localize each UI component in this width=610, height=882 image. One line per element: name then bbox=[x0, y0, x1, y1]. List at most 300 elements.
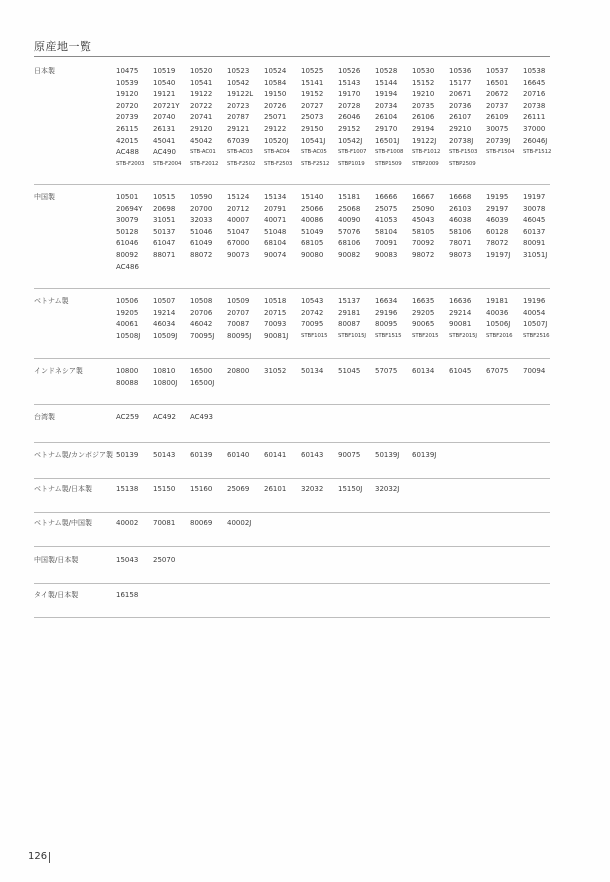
product-code: 19196 bbox=[523, 297, 546, 305]
product-code: 10538 bbox=[523, 67, 546, 75]
product-code: 20728 bbox=[338, 101, 361, 110]
product-code: 20672 bbox=[486, 90, 509, 99]
product-code: 46039 bbox=[486, 216, 509, 225]
product-code-grid bbox=[116, 192, 560, 273]
product-code: 25071 bbox=[264, 113, 287, 122]
product-code: STBF2015J bbox=[449, 332, 477, 339]
product-code bbox=[375, 378, 412, 390]
product-code: 41053 bbox=[375, 216, 398, 225]
origin-label: 日本製 bbox=[34, 67, 55, 75]
product-code: 60137 bbox=[523, 227, 546, 236]
product-code bbox=[301, 555, 338, 567]
product-code: STBF1015 bbox=[301, 332, 328, 339]
product-code: 60139 bbox=[190, 451, 213, 459]
product-code: 10526 bbox=[338, 67, 361, 75]
product-code: 20721Y bbox=[153, 101, 180, 110]
product-code-grid bbox=[116, 66, 560, 170]
product-code bbox=[412, 590, 449, 602]
product-code: 25069 bbox=[227, 485, 250, 493]
product-code: 80095J bbox=[227, 331, 252, 340]
product-code: 78071 bbox=[449, 239, 472, 248]
product-code: 42015 bbox=[116, 136, 139, 145]
product-code bbox=[190, 555, 227, 567]
product-code: 16668 bbox=[449, 193, 472, 201]
product-code bbox=[153, 262, 190, 274]
product-code: 20716 bbox=[523, 90, 546, 99]
product-code: STBF2016 bbox=[486, 332, 513, 339]
product-code: 20739 bbox=[116, 113, 139, 122]
product-code: 20737 bbox=[486, 101, 509, 110]
product-code: 40054 bbox=[523, 308, 546, 317]
product-code: 10506J bbox=[486, 320, 511, 329]
product-code: 60143 bbox=[301, 451, 324, 459]
product-code: 26115 bbox=[116, 124, 139, 133]
product-code: 25068 bbox=[338, 204, 361, 213]
product-code bbox=[449, 378, 486, 390]
product-code: 15140 bbox=[301, 193, 324, 201]
product-code: 10540 bbox=[153, 78, 176, 87]
product-code bbox=[486, 378, 523, 390]
origin-section bbox=[34, 412, 550, 443]
product-code-grid bbox=[116, 555, 560, 567]
product-code bbox=[153, 590, 190, 602]
product-code: 20787 bbox=[227, 113, 250, 122]
product-code: 37000 bbox=[523, 124, 546, 133]
product-code bbox=[375, 590, 412, 602]
product-code: 60141 bbox=[264, 451, 287, 459]
product-code: 20712 bbox=[227, 204, 250, 213]
product-code: 88072 bbox=[190, 250, 213, 259]
product-code bbox=[449, 412, 486, 424]
product-code bbox=[412, 262, 449, 274]
product-code: 70081 bbox=[153, 519, 176, 527]
product-code: 19121 bbox=[153, 90, 176, 99]
product-code bbox=[227, 590, 264, 602]
product-code: 29197 bbox=[486, 204, 509, 213]
product-code bbox=[449, 450, 486, 462]
product-code: 32032 bbox=[301, 485, 324, 493]
product-code: 51047 bbox=[227, 227, 250, 236]
product-code bbox=[338, 262, 375, 274]
product-code: 29181 bbox=[338, 308, 361, 317]
product-code: 46038 bbox=[449, 216, 472, 225]
product-code: 90082 bbox=[338, 250, 361, 259]
product-code-grid bbox=[116, 590, 560, 602]
product-code: STB-AC04 bbox=[264, 149, 290, 156]
product-code: 29120 bbox=[190, 124, 213, 133]
product-code: 50139J bbox=[375, 451, 400, 459]
product-code bbox=[227, 378, 264, 390]
product-code: 19122J bbox=[412, 136, 437, 145]
page-number: 126 bbox=[28, 851, 48, 862]
product-code: 19181 bbox=[486, 297, 509, 305]
product-code: 50139 bbox=[116, 451, 139, 459]
origin-section bbox=[34, 66, 550, 185]
product-code: 29150 bbox=[301, 124, 324, 133]
product-code: 98072 bbox=[412, 250, 435, 259]
product-code: 15138 bbox=[116, 485, 139, 493]
product-code: 32033 bbox=[190, 216, 213, 225]
product-code: 60128 bbox=[486, 227, 509, 236]
product-code bbox=[486, 555, 523, 567]
product-code: 40002 bbox=[116, 519, 139, 527]
product-code: 50134 bbox=[301, 367, 324, 375]
product-code: 29196 bbox=[375, 308, 398, 317]
product-code: 10541 bbox=[190, 78, 213, 87]
product-code: 57075 bbox=[375, 367, 398, 375]
product-code: 80088 bbox=[116, 378, 139, 387]
product-code: AC486 bbox=[116, 262, 139, 271]
product-code bbox=[227, 555, 264, 567]
product-code: STBP1509 bbox=[375, 160, 402, 167]
product-code bbox=[523, 450, 560, 462]
product-code: STBP2509 bbox=[449, 160, 476, 167]
product-code: 20726 bbox=[264, 101, 287, 110]
product-code: 20742 bbox=[301, 308, 324, 317]
product-code: 40071 bbox=[264, 216, 287, 225]
product-code: 90074 bbox=[264, 250, 287, 259]
product-code: 29194 bbox=[412, 124, 435, 133]
product-code: 98073 bbox=[449, 250, 472, 259]
product-code: 10810 bbox=[153, 367, 176, 375]
product-code: 10800 bbox=[116, 367, 139, 375]
product-code: STB-F1008 bbox=[375, 149, 404, 156]
product-code: 25070 bbox=[153, 556, 176, 564]
product-code: 51049 bbox=[301, 227, 324, 236]
product-code: 19122 bbox=[190, 90, 213, 99]
product-code: 20720 bbox=[116, 101, 139, 110]
product-code: 80087 bbox=[338, 320, 361, 329]
product-code bbox=[375, 262, 412, 274]
product-code: 30078 bbox=[523, 204, 546, 213]
product-code: 20727 bbox=[301, 101, 324, 110]
product-code: 20736 bbox=[449, 101, 472, 110]
product-code: 16636 bbox=[449, 297, 472, 305]
product-code bbox=[301, 518, 338, 530]
product-code: 10509 bbox=[227, 297, 250, 305]
product-code: 45042 bbox=[190, 136, 213, 145]
page-title: 原産地一覧 bbox=[34, 40, 92, 53]
product-code: 60140 bbox=[227, 451, 250, 459]
origin-section bbox=[34, 450, 550, 479]
product-code: 70094 bbox=[523, 367, 546, 375]
product-code bbox=[264, 590, 301, 602]
product-code bbox=[412, 555, 449, 567]
product-code: 15150 bbox=[153, 485, 176, 493]
product-code: 46045 bbox=[523, 216, 546, 225]
product-code bbox=[523, 262, 560, 274]
product-code: 68106 bbox=[338, 239, 361, 248]
product-code: 40002J bbox=[227, 519, 252, 527]
product-code: 15141 bbox=[301, 78, 324, 87]
product-code: 40090 bbox=[338, 216, 361, 225]
product-code: 80069 bbox=[190, 519, 213, 527]
product-code: 10528 bbox=[375, 67, 398, 75]
product-code: 19195 bbox=[486, 193, 509, 201]
product-code: 10506 bbox=[116, 297, 139, 305]
product-code: 10800J bbox=[153, 378, 178, 387]
origin-section bbox=[34, 484, 550, 513]
product-code: 10520J bbox=[264, 136, 289, 145]
product-code: 90075 bbox=[338, 451, 361, 459]
product-code: STBP1019 bbox=[338, 160, 365, 167]
product-code: STBF1015J bbox=[338, 332, 366, 339]
product-code: 70087 bbox=[227, 320, 250, 329]
product-code-grid bbox=[116, 366, 560, 389]
product-code bbox=[338, 590, 375, 602]
product-code bbox=[523, 590, 560, 602]
product-code: 10542 bbox=[227, 78, 250, 87]
product-code: 19152 bbox=[301, 90, 324, 99]
product-code-grid bbox=[116, 412, 560, 424]
product-code: 31052 bbox=[264, 367, 287, 375]
product-code bbox=[338, 412, 375, 424]
product-code bbox=[486, 159, 523, 171]
product-code: 50128 bbox=[116, 227, 139, 236]
product-code: 67000 bbox=[227, 239, 250, 248]
product-code: 70092 bbox=[412, 239, 435, 248]
product-code: STB-F1012 bbox=[412, 149, 441, 156]
product-code: 90073 bbox=[227, 250, 250, 259]
product-code: 15181 bbox=[338, 193, 361, 201]
product-code: 20738 bbox=[523, 101, 546, 110]
product-code: STB-F1504 bbox=[486, 149, 515, 156]
product-code: 15160 bbox=[190, 485, 213, 493]
product-code bbox=[523, 159, 560, 171]
title-divider bbox=[34, 56, 550, 57]
product-code: 10537 bbox=[486, 67, 509, 75]
product-code: 67039 bbox=[227, 136, 250, 145]
origin-label: ベトナム製/中国製 bbox=[34, 519, 93, 527]
product-code: 50143 bbox=[153, 451, 176, 459]
product-code bbox=[412, 484, 449, 496]
product-code bbox=[301, 590, 338, 602]
product-code bbox=[412, 412, 449, 424]
product-code: 10530 bbox=[412, 67, 435, 75]
product-code: AC490 bbox=[153, 148, 176, 157]
product-code: 10541J bbox=[301, 136, 326, 145]
product-code bbox=[449, 555, 486, 567]
product-code: 40061 bbox=[116, 320, 139, 329]
product-code: 31051 bbox=[153, 216, 176, 225]
product-code: 25066 bbox=[301, 204, 324, 213]
product-code: 78072 bbox=[486, 239, 509, 248]
product-code: 26101 bbox=[264, 485, 287, 493]
origin-section bbox=[34, 296, 550, 359]
product-code: 26106 bbox=[412, 113, 435, 122]
product-code: 10509J bbox=[153, 331, 178, 340]
product-code: 70095 bbox=[301, 320, 324, 329]
product-code: 16645 bbox=[523, 78, 546, 87]
product-code: 20735 bbox=[412, 101, 435, 110]
product-code: 19122L bbox=[227, 90, 254, 99]
product-code: 61049 bbox=[190, 239, 213, 248]
product-code: STB-AC03 bbox=[227, 149, 253, 156]
product-code: 26109 bbox=[486, 113, 509, 122]
product-code: 30079 bbox=[116, 216, 139, 225]
product-code: AC492 bbox=[153, 413, 176, 421]
product-code: 15043 bbox=[116, 556, 139, 564]
product-code bbox=[449, 518, 486, 530]
product-code: 68104 bbox=[264, 239, 287, 248]
product-code bbox=[301, 412, 338, 424]
product-code-grid bbox=[116, 484, 560, 496]
product-code: AC493 bbox=[190, 413, 213, 421]
product-code: 61045 bbox=[449, 367, 472, 375]
product-code: 70091 bbox=[375, 239, 398, 248]
product-code: 29210 bbox=[449, 124, 472, 133]
product-code bbox=[264, 412, 301, 424]
product-code: AC488 bbox=[116, 148, 139, 157]
product-code: 29205 bbox=[412, 308, 435, 317]
product-code: 10539 bbox=[116, 78, 139, 87]
product-code: 29170 bbox=[375, 124, 398, 133]
product-code: 26107 bbox=[449, 113, 472, 122]
product-code bbox=[486, 412, 523, 424]
product-code: 19194 bbox=[375, 90, 398, 99]
page-number-divider bbox=[49, 852, 50, 863]
product-code: 15124 bbox=[227, 193, 250, 201]
product-code bbox=[264, 378, 301, 390]
product-code: 20800 bbox=[227, 367, 250, 375]
product-code-grid bbox=[116, 450, 560, 462]
product-code: 30075 bbox=[486, 124, 509, 133]
product-code: 19197J bbox=[486, 250, 511, 259]
product-code bbox=[412, 378, 449, 390]
product-code: 10520 bbox=[190, 67, 213, 75]
product-code: 19214 bbox=[153, 308, 176, 317]
origin-label: タイ製/日本製 bbox=[34, 591, 79, 599]
origin-label: ベトナム製/カンボジア製 bbox=[34, 451, 114, 459]
product-code: 10536 bbox=[449, 67, 472, 75]
product-code: STBP2009 bbox=[412, 160, 439, 167]
product-code: 19197 bbox=[523, 193, 546, 201]
product-code bbox=[301, 262, 338, 274]
product-code: 68105 bbox=[301, 239, 324, 248]
product-code: 10524 bbox=[264, 67, 287, 75]
product-code: 20700 bbox=[190, 204, 213, 213]
product-code: 29152 bbox=[338, 124, 361, 133]
product-code: 26103 bbox=[449, 204, 472, 213]
product-code: STBF1515 bbox=[375, 332, 402, 339]
product-code bbox=[412, 518, 449, 530]
product-code: 32032J bbox=[375, 485, 400, 493]
product-code: 10501 bbox=[116, 193, 139, 201]
product-code bbox=[449, 262, 486, 274]
product-code: 90083 bbox=[375, 250, 398, 259]
product-code: STB-F2512 bbox=[301, 160, 330, 167]
product-code: STB-F2503 bbox=[264, 160, 293, 167]
product-code-grid bbox=[116, 518, 560, 530]
product-code: 90081 bbox=[449, 320, 472, 329]
product-code: 15152 bbox=[412, 78, 435, 87]
product-code: 51045 bbox=[338, 367, 361, 375]
product-code: 80095 bbox=[375, 320, 398, 329]
product-code bbox=[375, 518, 412, 530]
product-code: 10515 bbox=[153, 193, 176, 201]
product-code: 26111 bbox=[523, 113, 546, 122]
origin-label: インドネシア製 bbox=[34, 367, 83, 375]
product-code: 15177 bbox=[449, 78, 472, 87]
product-code bbox=[264, 262, 301, 274]
product-code: 10508 bbox=[190, 297, 213, 305]
product-code: 40086 bbox=[301, 216, 324, 225]
product-code bbox=[486, 450, 523, 462]
product-code: 57076 bbox=[338, 227, 361, 236]
product-code: 29121 bbox=[227, 124, 250, 133]
product-code: 16501J bbox=[375, 136, 400, 145]
product-code: 16158 bbox=[116, 591, 139, 599]
product-code: 90065 bbox=[412, 320, 435, 329]
product-code: 10584 bbox=[264, 78, 287, 87]
product-code bbox=[523, 518, 560, 530]
product-code: 29122 bbox=[264, 124, 287, 133]
product-code: 61046 bbox=[116, 239, 139, 248]
product-code bbox=[338, 555, 375, 567]
product-code: 60139J bbox=[412, 451, 437, 459]
product-code: 58105 bbox=[412, 227, 435, 236]
product-code: 20738J bbox=[449, 136, 474, 145]
product-code: 20671 bbox=[449, 90, 472, 99]
product-code: 15137 bbox=[338, 297, 361, 305]
product-code bbox=[375, 412, 412, 424]
product-code bbox=[523, 412, 560, 424]
origin-section bbox=[34, 192, 550, 289]
product-code: 45043 bbox=[412, 216, 435, 225]
product-code: 20722 bbox=[190, 101, 213, 110]
product-code: 20707 bbox=[227, 308, 250, 317]
product-code: 20740 bbox=[153, 113, 176, 122]
product-code: 29214 bbox=[449, 308, 472, 317]
product-code: STB-F2012 bbox=[190, 160, 219, 167]
product-code: 40007 bbox=[227, 216, 250, 225]
product-code: AC259 bbox=[116, 413, 139, 421]
product-code bbox=[190, 590, 227, 602]
product-code bbox=[338, 378, 375, 390]
product-code: 10525 bbox=[301, 67, 324, 75]
product-code: 80091 bbox=[523, 239, 546, 248]
product-code: STB-AC05 bbox=[301, 149, 327, 156]
product-code: 25075 bbox=[375, 204, 398, 213]
product-code: 70095J bbox=[190, 331, 215, 340]
product-code bbox=[449, 590, 486, 602]
product-code: 19120 bbox=[116, 90, 139, 99]
origin-label: 台湾製 bbox=[34, 413, 55, 421]
product-code: 20723 bbox=[227, 101, 250, 110]
product-code: 10507J bbox=[523, 320, 548, 329]
product-code: 25073 bbox=[301, 113, 324, 122]
product-code bbox=[486, 518, 523, 530]
product-code: 10507 bbox=[153, 297, 176, 305]
product-code: 19150 bbox=[264, 90, 287, 99]
product-code bbox=[264, 555, 301, 567]
product-code: 61047 bbox=[153, 239, 176, 248]
product-code: 26131 bbox=[153, 124, 176, 133]
product-code: 20739J bbox=[486, 136, 511, 145]
product-code: 19170 bbox=[338, 90, 361, 99]
product-code: 90080 bbox=[301, 250, 324, 259]
product-code-grid bbox=[116, 296, 560, 342]
product-code: 25090 bbox=[412, 204, 435, 213]
origin-section bbox=[34, 366, 550, 405]
product-code: 10475 bbox=[116, 67, 139, 75]
product-code: 58106 bbox=[449, 227, 472, 236]
origin-label: ベトナム製 bbox=[34, 297, 69, 305]
product-code: 31051J bbox=[523, 250, 548, 259]
product-code bbox=[301, 378, 338, 390]
product-code: STB-F1512 bbox=[523, 149, 552, 156]
product-code: 20706 bbox=[190, 308, 213, 317]
